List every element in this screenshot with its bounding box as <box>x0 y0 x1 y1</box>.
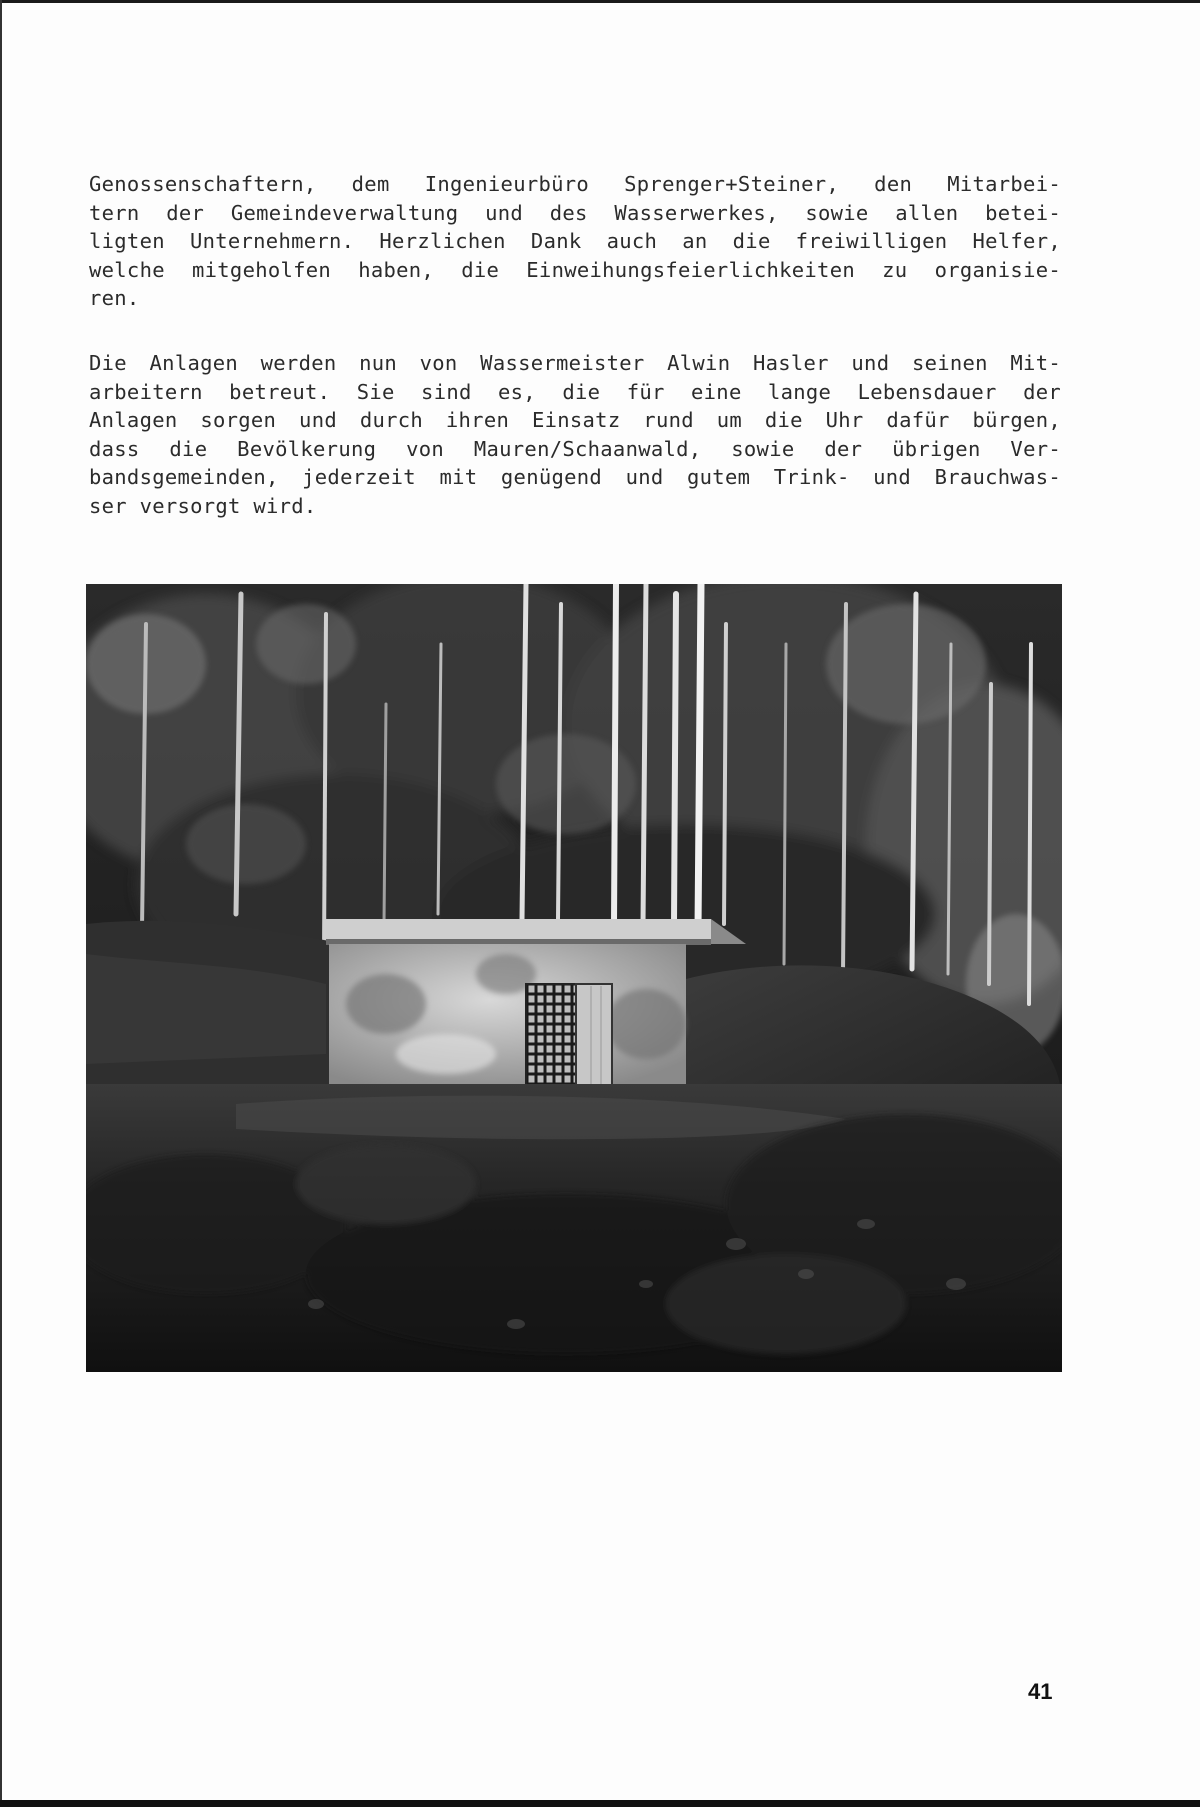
text-line: arbeitern betreut. Sie sind es, die für eine lange Lebensdauer der <box>89 379 1061 404</box>
text-line: ser versorgt wird. <box>89 493 317 518</box>
text-line: bandsgemeinden, jederzeit mit genügend und gutem Trink- und Brauchwas- <box>89 465 1061 489</box>
forest-reservoir-photo <box>86 584 1062 1372</box>
text-line: Anlagen sorgen und durch ihren Einsatz rund um die Uhr dafür bürgen, <box>89 408 1061 432</box>
paragraph-1 <box>89 170 1061 313</box>
page-edge-left <box>0 0 2 1807</box>
text-line: tern der Gemeindeverwaltung und des Wasserwerkes, sowie allen betei- <box>89 200 1061 225</box>
page-edge-bottom <box>0 1800 1200 1807</box>
paragraph-2 <box>89 349 1061 520</box>
reservoir-building <box>326 919 746 1086</box>
text-line: Genossenschaftern, dem Ingenieurbüro Sprenger+Steiner, den Mitarbei- <box>89 172 1061 196</box>
page-edge-top <box>0 0 1200 3</box>
photo-illustration <box>86 584 1062 1372</box>
page-number: 41 <box>1028 1679 1053 1704</box>
text-line: Die Anlagen werden nun von Wassermeister Alwin Hasler und seinen Mit- <box>89 351 1061 375</box>
text-line: dass die Bevölkerung von Mauren/Schaanwald, sowie der übrigen Ver- <box>89 436 1061 461</box>
text-line: ren. <box>89 286 140 310</box>
text-line: welche mitgeholfen haben, die Einweihungsfeierlichkeiten zu organisie- <box>89 257 1061 282</box>
text-line: ligten Unternehmern. Herzlichen Dank auch an die freiwilligen Helfer, <box>89 229 1061 253</box>
